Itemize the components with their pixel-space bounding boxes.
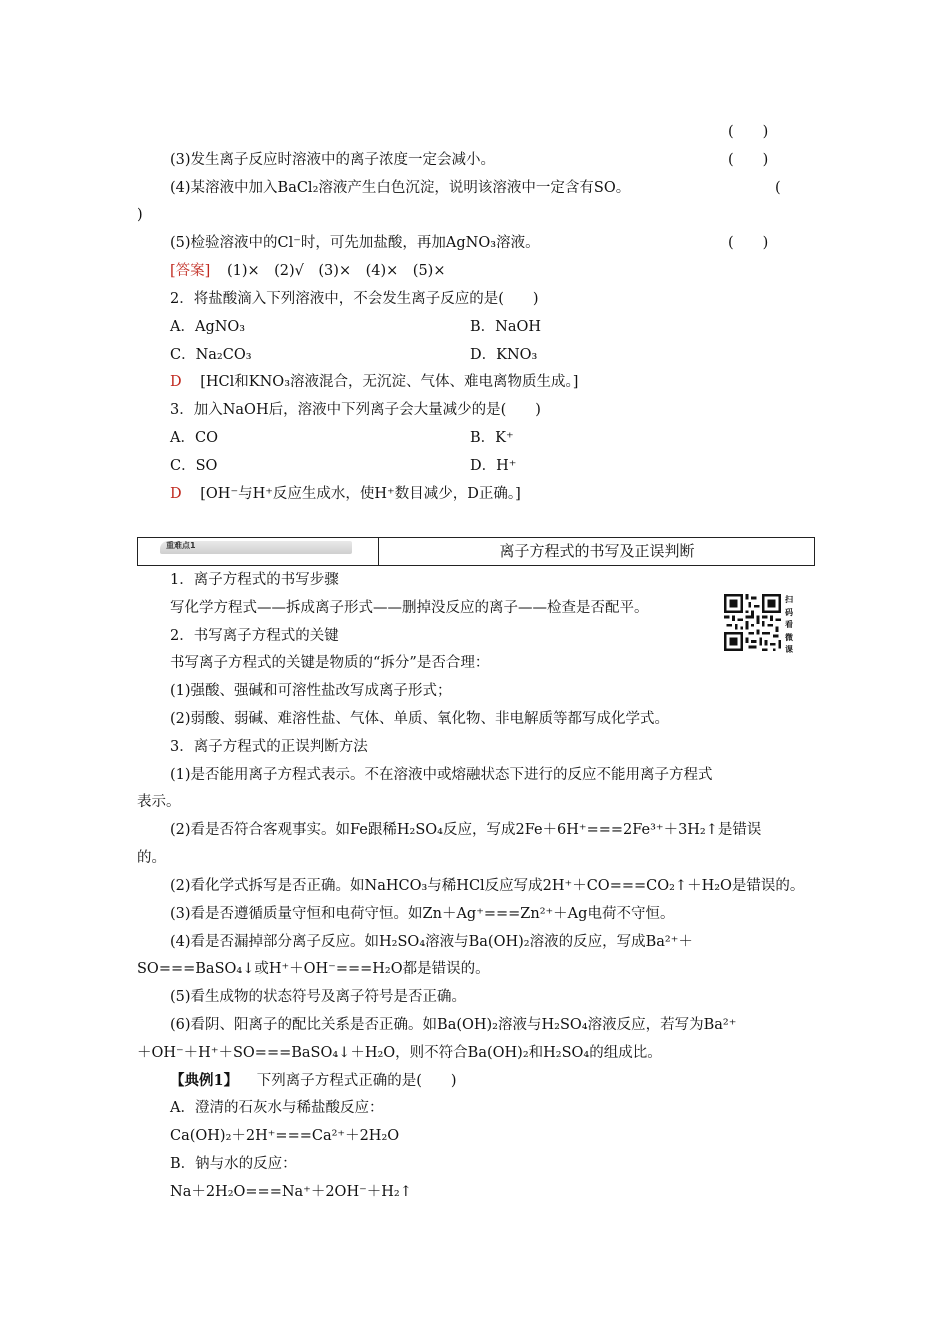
qr-code-icon[interactable] [724, 594, 781, 651]
question-2: 2．将盐酸滴入下列溶液中，不会发生离子反应的是( ) [170, 291, 539, 307]
statement-4: (4)某溶液中加入BaCl₂溶液产生白色沉淀，说明该溶液中一定含有SO。 [170, 180, 631, 196]
key-point-2: (2)弱酸、弱碱、难溶性盐、气体、单质、氧化物、非电解质等都写成化学式。 [170, 711, 670, 727]
rule-5-line-1: (4)看是否漏掉部分离子反应。如H₂SO₄溶液与Ba(OH)₂溶液的反应，写成Ba²⁺＋ [170, 934, 693, 950]
blank-4-close: ) [137, 207, 143, 223]
question-3: 3．加入NaOH后，溶液中下列离子会大量减少的是( ) [170, 402, 541, 418]
example-option-b-equation: Na＋2H₂O===Na⁺＋2OH⁻＋H₂↑ [170, 1184, 412, 1200]
steps-text: 写化学方程式——拆成离子形式——删掉没反应的离子——检查是否配平。 [170, 600, 649, 616]
rule-1-line-1: (1)是否能用离子方程式表示。不在溶液中或熔融状态下进行的反应不能用离子方程式 [170, 767, 713, 783]
q3-option-c: C．SO [170, 458, 218, 474]
example-option-b: B．钠与水的反应： [170, 1156, 297, 1172]
q3-answer: D [170, 486, 182, 502]
statement-3: (3)发生离子反应时溶液中的离子浓度一定会减小。 [170, 152, 496, 168]
rule-3: (2)看化学式拆写是否正确。如NaHCO₃与稀HCl反应写成2H⁺＋CO===CO₂↑＋H₂O是错误的。 [170, 878, 805, 894]
statement-5: (5)检验溶液中的Cl⁻时，可先加盐酸，再加AgNO₃溶液。 [170, 235, 540, 251]
example-option-a-equation: Ca(OH)₂＋2H⁺===Ca²⁺＋2H₂O [170, 1128, 400, 1144]
section-tab-label: 重难点1 [166, 541, 196, 550]
heading-1: 1．离子方程式的书写步骤 [170, 572, 339, 588]
example-line [170, 1071, 457, 1091]
rule-1-line-2: 表示。 [137, 794, 181, 810]
q3-explanation: [OH⁻与H⁺反应生成水，使H⁺数目减少，D正确。] [200, 486, 521, 502]
q3-option-d: D．H⁺ [470, 458, 517, 474]
key-point-1: (1)强酸、强碱和可溶性盐改写成离子形式； [170, 683, 452, 699]
example-question: 下列离子方程式正确的是( ) [256, 1073, 457, 1089]
blank-5: ( ) [728, 235, 769, 251]
heading-3: 3．离子方程式的正误判断方法 [170, 739, 368, 755]
blank-1: ( ) [728, 124, 769, 140]
rule-4: (3)看是否遵循质量守恒和电荷守恒。如Zn＋Ag⁺===Zn²⁺＋Ag电荷不守恒。 [170, 906, 675, 922]
heading-2: 2．书写离子方程式的关键 [170, 628, 339, 644]
rule-7-line-2: ＋OH⁻＋H⁺＋SO===BaSO₄↓＋H₂O，则不符合Ba(OH)₂和H₂SO₄的组成比。 [137, 1045, 662, 1061]
blank-4-open: ( [775, 180, 781, 196]
rule-7-line-1: (6)看阴、阳离子的配比关系是否正确。如Ba(OH)₂溶液与H₂SO₄溶液反应，若写为Ba²⁺ [170, 1017, 737, 1033]
rule-5-line-2: SO===BaSO₄↓或H⁺＋OH⁻===H₂O都是错误的。 [137, 961, 490, 977]
q3-option-a: A．CO [170, 430, 218, 446]
answer-text: (1)× (2)√ (3)× (4)× (5)× [226, 263, 446, 279]
rule-2-line-1: (2)看是否符合客观事实。如Fe跟稀H₂SO₄反应，写成2Fe＋6H⁺===2Fe³⁺＋3H₂↑是错误 [170, 822, 762, 838]
q2-answer: D [170, 374, 182, 390]
example-tag: 【典例1】 [170, 1072, 239, 1089]
section-header [137, 537, 815, 566]
example-option-a: A．澄清的石灰水与稀盐酸反应： [170, 1100, 384, 1116]
blank-3: ( ) [728, 152, 769, 168]
section-title: 离子方程式的书写及正误判断 [499, 542, 695, 560]
q2-answer-line [170, 372, 578, 392]
rule-2-line-2: 的。 [137, 850, 166, 866]
q3-answer-line [170, 484, 521, 504]
answer-line [170, 261, 445, 281]
q3-option-b: B．K⁺ [470, 430, 514, 446]
qr-caption: 扫码看微课 [785, 595, 793, 654]
key-text: 书写离子方程式的关键是物质的“拆分”是否合理： [170, 655, 490, 671]
rule-6: (5)看生成物的状态符号及离子符号是否正确。 [170, 989, 467, 1005]
q2-option-a: A．AgNO₃ [170, 319, 246, 335]
q2-option-d: D．KNO₃ [470, 347, 538, 363]
q2-explanation: [HCl和KNO₃溶液混合，无沉淀、气体、难电离物质生成。] [200, 374, 579, 390]
section-header-tab-cell [138, 538, 379, 565]
q2-option-b: B．NaOH [470, 319, 542, 335]
q2-option-c: C．Na₂CO₃ [170, 347, 252, 363]
answer-tag: [答案] [170, 263, 211, 279]
